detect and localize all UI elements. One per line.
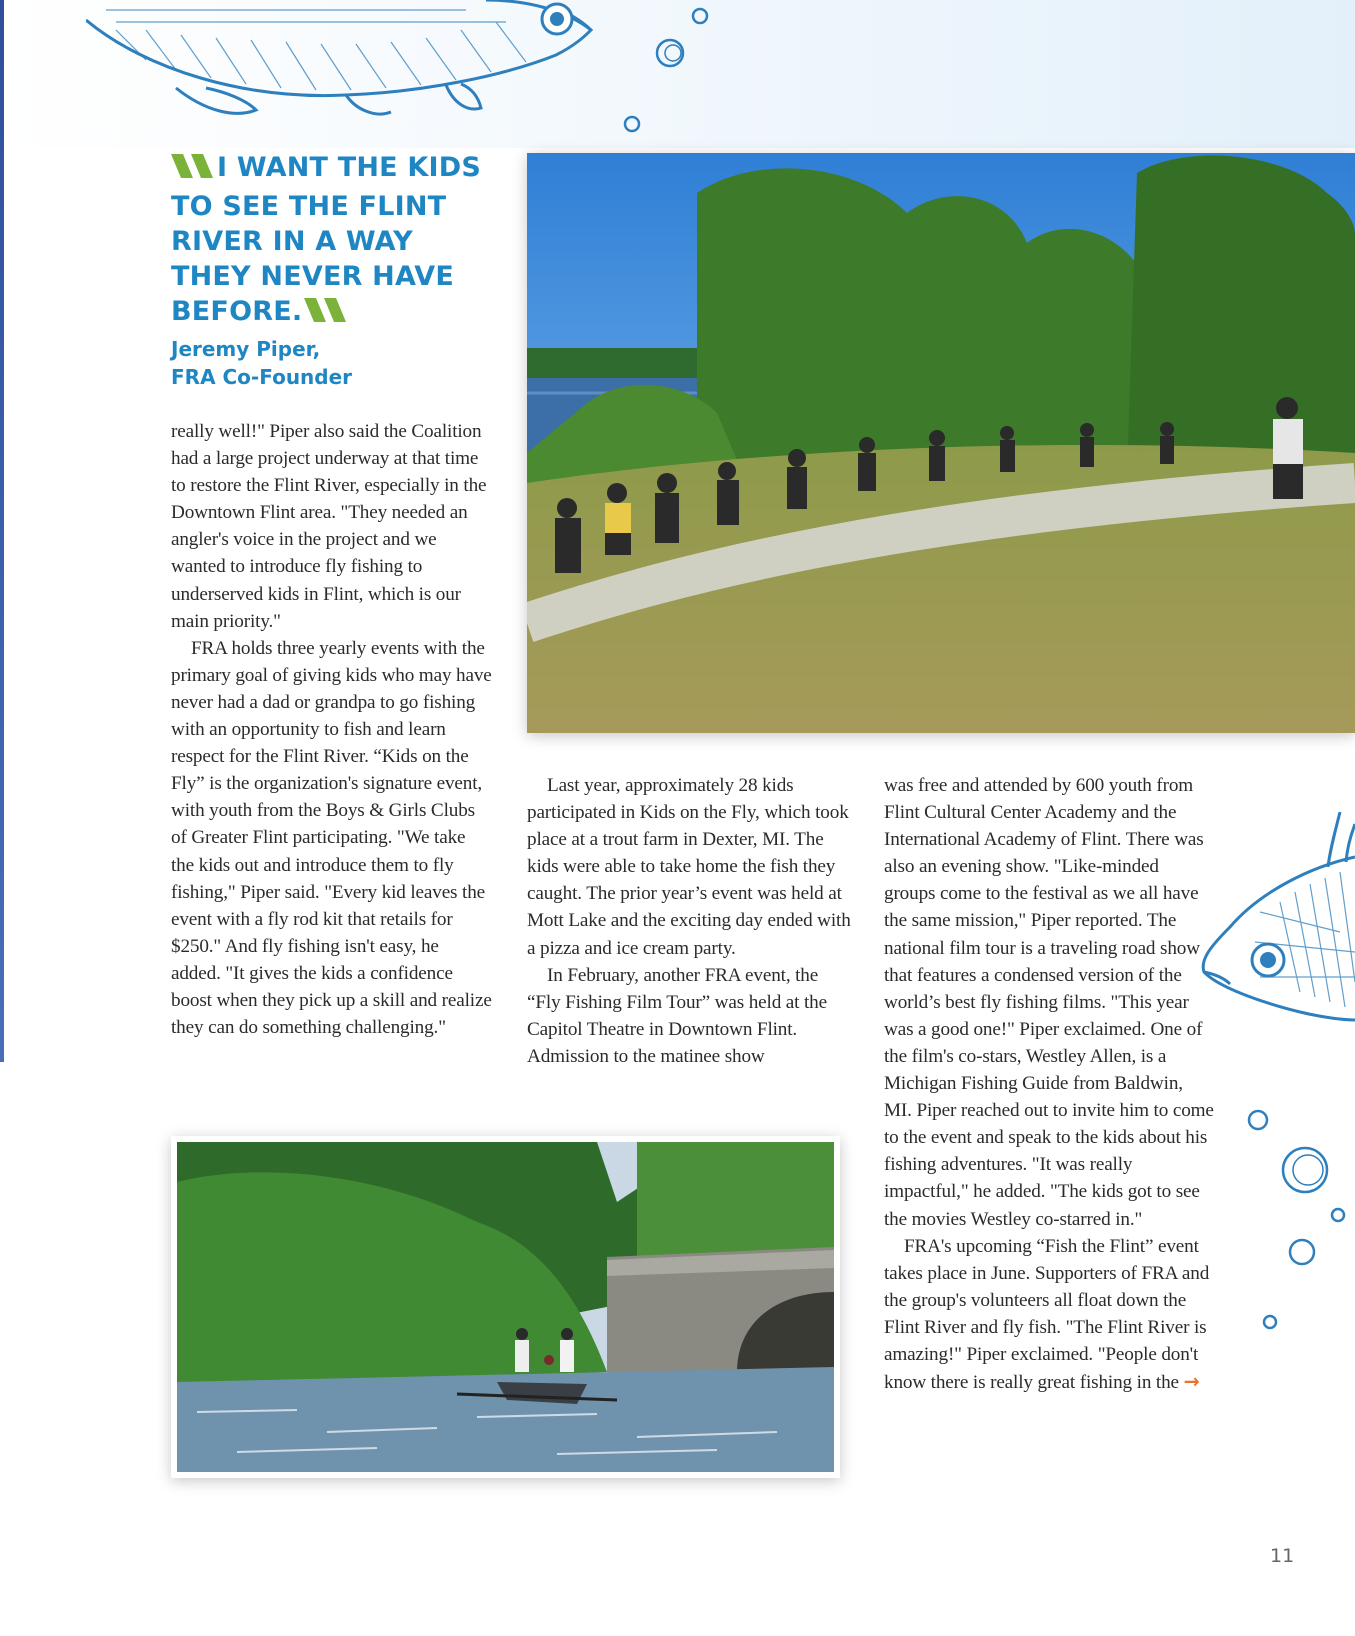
article-column-1 bbox=[171, 418, 493, 1041]
bubble-icon-group-right bbox=[1240, 1100, 1355, 1340]
photo-boat-on-river bbox=[171, 1136, 840, 1478]
quote-attribution-name: Jeremy Piper, bbox=[171, 337, 321, 361]
left-edge-stripe bbox=[0, 0, 4, 1062]
paragraph: Last year, approximately 28 kids participated in Kids on the Fly, which took place at a trout farm in Dexter, MI. The kids were able to take home the fish they caught. The prior year’s event was held at Mott Lake and the exciting day ended with a pizza and ice cream party. bbox=[527, 775, 851, 959]
quote-mark-icon-close bbox=[302, 296, 350, 333]
pull-quote-text: I WANT THE KIDS TO SEE THE FLINT RIVER IN A WAY THEY NEVER HAVE BEFORE. bbox=[171, 152, 482, 327]
paragraph: was free and attended by 600 youth from Flint Cultural Center Academy and the International Academy of Flint. There was also an evening show. "Like-minded groups come to the festival as we all have the same mission," Piper reported. The national film tour is a traveling road show that features a condensed version of the world’s best fly fishing films. "This year was a good one!" Piper exclaimed. One of the film's co-stars, Westley Allen, is a Michigan Fishing Guide from Baldwin, MI. Piper reached out to invite him to come to the event and speak to the kids about his fishing adventures. "It was really impactful," he added. "The kids got to see the movies Westley co-starred in." bbox=[884, 775, 1214, 1230]
paragraph: In February, another FRA event, the “Fly Fishing Film Tour” was held at the Capitol Theatre in Downtown Flint. Admission to the matinee show bbox=[527, 964, 827, 1067]
article-column-3 bbox=[884, 772, 1214, 1396]
bubble-icon-group-top bbox=[620, 0, 720, 140]
arrow-right-icon: → bbox=[1183, 1370, 1200, 1394]
photo-kids-on-lawn bbox=[527, 153, 1355, 733]
fish-illustration-right bbox=[1200, 812, 1355, 1062]
paragraph: FRA holds three yearly events with the primary goal of giving kids who may have never had a dad or grandpa to go fishing with an opportunity to fish and learn respect for the Flint River. “Kids on the Fly” is the organization's signature event, with youth from the Boys & Girls Clubs of Greater Flint participating. "We take the kids out and introduce them to fly fishing," Piper said. "Every kid leaves the event with a fly rod kit that retails for $250." And fly fishing isn't easy, he added. "It gives the kids a confidence boost when they pick up a skill and realize they can do something challenging." bbox=[171, 637, 492, 1039]
paragraph: really well!" Piper also said the Coalition had a large project underway at that time to restore the Flint River, especially in the Downtown Flint area. "They needed an angler's voice in the project and we wanted to introduce fly fishing to underserved kids in Flint, which is our main priority." bbox=[171, 421, 487, 632]
article-column-2 bbox=[527, 772, 852, 1070]
quote-attribution-title: FRA Co-Founder bbox=[171, 365, 353, 389]
page-number: 11 bbox=[1270, 1545, 1295, 1567]
quote-mark-icon-open bbox=[171, 152, 217, 189]
fish-illustration-top bbox=[86, 0, 606, 120]
paragraph: FRA's upcoming “Fish the Flint” event takes place in June. Supporters of FRA and the group's volunteers all float down the Flint River and fly fish. "The Flint River is amazing!" Piper exclaimed. "People don't know there is really great fishing in the bbox=[884, 1235, 1210, 1394]
pull-quote bbox=[171, 150, 491, 391]
